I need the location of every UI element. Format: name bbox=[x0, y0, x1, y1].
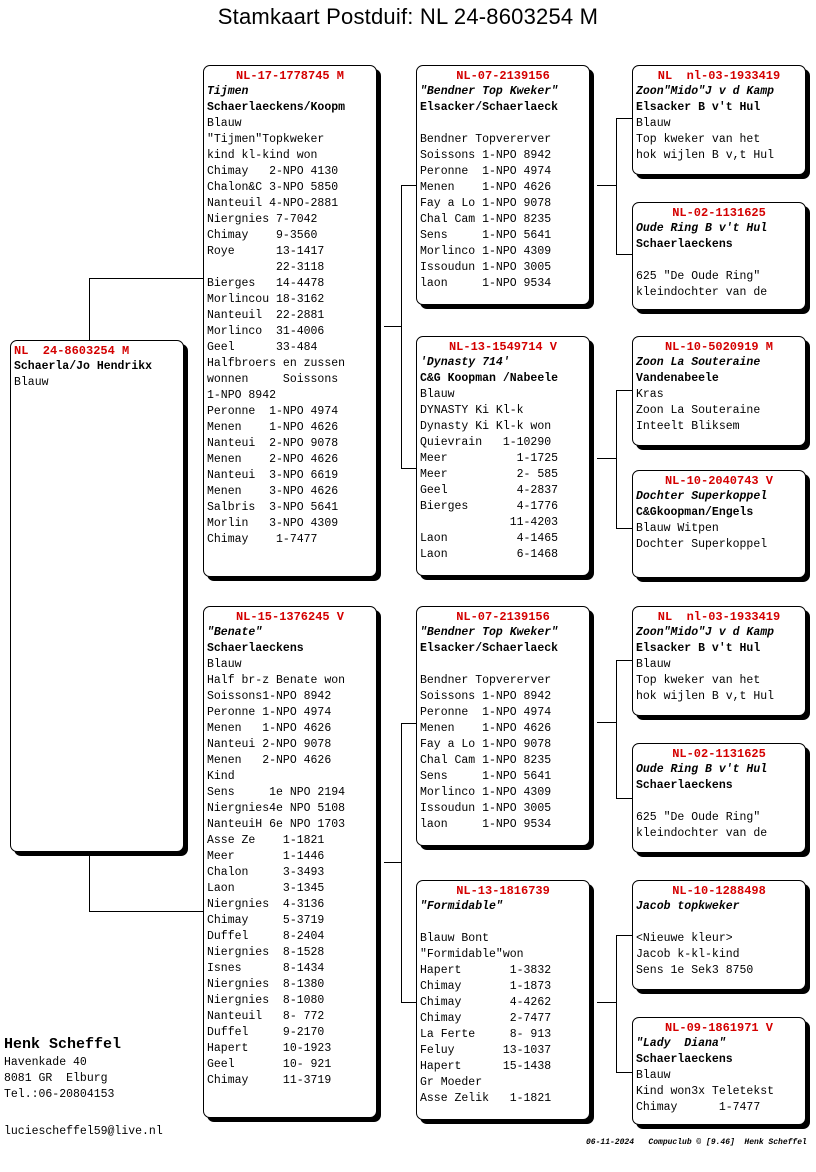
pigeon-name: "Bendner Top Kweker" bbox=[420, 626, 559, 639]
info-line: Chalon&C 3-NPO 5850 bbox=[207, 181, 339, 194]
info-line: Meer 1-1446 bbox=[207, 850, 325, 863]
father-father-card[interactable] bbox=[416, 65, 590, 305]
info-line: Blauw bbox=[207, 658, 242, 671]
connector bbox=[401, 1002, 417, 1003]
connector bbox=[401, 185, 402, 468]
breeder: Schaerlaeckens/Koopm bbox=[207, 101, 346, 114]
info-line: laon 1-NPO 9534 bbox=[420, 818, 552, 831]
info-line: Bendner Topvererver bbox=[420, 674, 552, 687]
info-line: Salbris 3-NPO 5641 bbox=[207, 501, 339, 514]
breeder: Elsacker B v't Hul bbox=[636, 101, 761, 114]
info-line: Dynasty Ki Kl-k won bbox=[420, 420, 552, 433]
fmm-card[interactable] bbox=[632, 470, 806, 578]
pigeon-name: Zoon"Mido"J v d Kamp bbox=[636, 626, 775, 639]
info-line: Laon 4-1465 bbox=[420, 532, 559, 545]
info-line: Blauw bbox=[636, 1069, 671, 1082]
info-line: Morlincou 18-3162 bbox=[207, 293, 325, 306]
info-line: Peronne 1-NPO 4974 bbox=[207, 405, 339, 418]
breeder: Schaerlaeckens bbox=[636, 779, 733, 792]
info-line: Menen 1-NPO 4626 bbox=[420, 722, 552, 735]
info-line: 625 "De Oude Ring" bbox=[636, 270, 761, 283]
ring-number: NL-02-1131625 bbox=[672, 206, 766, 220]
info-line: Niergnies 4-3136 bbox=[207, 898, 325, 911]
breeder: Vandenabeele bbox=[636, 372, 719, 385]
info-line: Peronne 1-NPO 4974 bbox=[420, 706, 552, 719]
connector bbox=[401, 723, 417, 724]
pigeon-name: "Bendner Top Kweker" bbox=[420, 85, 559, 98]
ring-number: NL nl-03-1933419 bbox=[657, 610, 781, 624]
owner-phone: Tel.:06-20804153 bbox=[4, 1088, 115, 1101]
info-line: Geel 10- 921 bbox=[207, 1058, 332, 1071]
info-line: Hapert 1-3832 bbox=[420, 964, 552, 977]
info-line: laon 1-NPO 9534 bbox=[420, 277, 552, 290]
connector bbox=[89, 854, 90, 912]
info-line: Gr Moeder bbox=[420, 1076, 483, 1089]
info-line: Laon 6-1468 bbox=[420, 548, 559, 561]
ring-number: NL-07-2139156 bbox=[456, 69, 550, 83]
info-line: Duffel 8-2404 bbox=[207, 930, 325, 943]
info-line: Bierges 14-4478 bbox=[207, 277, 325, 290]
info-line: 22-3118 bbox=[207, 261, 325, 274]
info-line: Soissons1-NPO 8942 bbox=[207, 690, 332, 703]
connector bbox=[616, 660, 633, 661]
connector bbox=[401, 468, 417, 469]
info-line: 11-4203 bbox=[420, 516, 559, 529]
info-line: Half br-z Benate won bbox=[207, 674, 346, 687]
mother-father-card[interactable] bbox=[416, 606, 590, 846]
info-line: kleindochter van de bbox=[636, 827, 768, 840]
mother-mother-card[interactable] bbox=[416, 880, 590, 1120]
info-line: Chimay 11-3719 bbox=[207, 1074, 332, 1087]
connector bbox=[616, 118, 633, 119]
info-line: Menen 3-NPO 4626 bbox=[207, 485, 339, 498]
info-line: Nanteui 2-NPO 9078 bbox=[207, 738, 332, 751]
pigeon-name: Oude Ring B v't Hul bbox=[636, 763, 768, 776]
info-line: Blauw bbox=[207, 117, 242, 130]
info-line: Fay a Lo 1-NPO 9078 bbox=[420, 738, 552, 751]
ring-number: NL-17-1778745 M bbox=[235, 69, 345, 83]
connector bbox=[616, 935, 617, 1072]
breeder: Schaerla/Jo Hendrikx bbox=[14, 360, 153, 373]
info-line: Geel 33-484 bbox=[207, 341, 318, 354]
breeder: Schaerlaeckens bbox=[636, 1053, 733, 1066]
info-line: Menen 1-NPO 4626 bbox=[420, 181, 552, 194]
info-line: Issoudun 1-NPO 3005 bbox=[420, 802, 552, 815]
pigeon-name: Oude Ring B v't Hul bbox=[636, 222, 768, 235]
pigeon-name: 'Dynasty 714' bbox=[420, 356, 510, 369]
breeder: C&G Koopman /Nabeele bbox=[420, 372, 559, 385]
info-line: Feluy 13-1037 bbox=[420, 1044, 552, 1057]
info-line: Peronne 1-NPO 4974 bbox=[207, 706, 332, 719]
info-line: Meer 2- 585 bbox=[420, 468, 559, 481]
info-line: hok wijlen B v,t Hul bbox=[636, 690, 775, 703]
info-line: Menen 2-NPO 4626 bbox=[207, 453, 339, 466]
connector bbox=[89, 911, 204, 912]
connector bbox=[616, 798, 633, 799]
info-line: Roye 13-1417 bbox=[207, 245, 325, 258]
info-line: Bendner Topvererver bbox=[420, 133, 552, 146]
pigeon-name: "Lady Diana" bbox=[636, 1037, 726, 1050]
info-line: Zoon La Souteraine bbox=[636, 404, 761, 417]
info-line: Chal Cam 1-NPO 8235 bbox=[420, 213, 552, 226]
breeder: Elsacker/Schaerlaeck bbox=[420, 101, 559, 114]
info-line: Chimay 4-4262 bbox=[420, 996, 552, 1009]
info-line: Chimay 2-NPO 4130 bbox=[207, 165, 339, 178]
owner-address: Havenkade 40 bbox=[4, 1056, 87, 1069]
ring-number: NL-13-1549714 V bbox=[448, 340, 558, 354]
info-line: Sens 1e NPO 2194 bbox=[207, 786, 346, 799]
info-line: Sens 1-NPO 5641 bbox=[420, 229, 552, 242]
info-line: Meer 1-1725 bbox=[420, 452, 559, 465]
info-line: Blauw Bont bbox=[420, 932, 490, 945]
ring-number: NL-13-1816739 bbox=[456, 884, 550, 898]
fmf-card[interactable] bbox=[632, 336, 806, 446]
info-line: Niergnies 7-7042 bbox=[207, 213, 318, 226]
breeder: Elsacker/Schaerlaeck bbox=[420, 642, 559, 655]
connector bbox=[384, 862, 401, 863]
pigeon-name: Dochter Superkoppel bbox=[636, 490, 768, 503]
connector bbox=[616, 118, 617, 254]
pigeon-name: Zoon"Mido"J v d Kamp bbox=[636, 85, 775, 98]
info-line: Issoudun 1-NPO 3005 bbox=[420, 261, 552, 274]
info-line: Chimay 1-7477 bbox=[636, 1101, 761, 1114]
info-line: kleindochter van de bbox=[636, 286, 768, 299]
info-line bbox=[420, 657, 586, 673]
info-line: Soissons 1-NPO 8942 bbox=[420, 149, 552, 162]
info-line: Hapert 15-1438 bbox=[420, 1060, 552, 1073]
ring-number: NL-15-1376245 V bbox=[235, 610, 345, 624]
connector bbox=[616, 528, 633, 529]
connector bbox=[401, 185, 417, 186]
info-line: Jacob k-kl-kind bbox=[636, 948, 740, 961]
owner-city: 8081 GR Elburg bbox=[4, 1072, 108, 1085]
info-line: Halfbroers en zussen bbox=[207, 357, 346, 370]
info-line: Sens 1-NPO 5641 bbox=[420, 770, 552, 783]
info-line: Niergnies4e NPO 5108 bbox=[207, 802, 346, 815]
ring-number: NL-10-2040743 V bbox=[664, 474, 774, 488]
info-line: Soissons 1-NPO 8942 bbox=[420, 690, 552, 703]
breeder: Schaerlaeckens bbox=[636, 238, 733, 251]
info-line: Peronne 1-NPO 4974 bbox=[420, 165, 552, 178]
ring-number: NL 24-8603254 M bbox=[14, 344, 130, 358]
info-line: Isnes 8-1434 bbox=[207, 962, 325, 975]
connector bbox=[89, 278, 90, 340]
info-line: Niergnies 8-1528 bbox=[207, 946, 325, 959]
info-line bbox=[636, 794, 802, 810]
info-line: Menen 1-NPO 4626 bbox=[207, 421, 339, 434]
info-line: Chal Cam 1-NPO 8235 bbox=[420, 754, 552, 767]
pigeon-name: "Formidable" bbox=[420, 900, 503, 913]
pigeon-name: Zoon La Souteraine bbox=[636, 356, 761, 369]
info-line: Quievrain 1-10290 bbox=[420, 436, 552, 449]
info-line: 625 "De Oude Ring" bbox=[636, 811, 761, 824]
connector bbox=[597, 185, 616, 186]
info-line: Kind won3x Teletekst bbox=[636, 1085, 775, 1098]
info-line: Chimay 1-7477 bbox=[207, 533, 318, 546]
ring-number: NL-02-1131625 bbox=[672, 747, 766, 761]
info-line: Niergnies 8-1080 bbox=[207, 994, 325, 1007]
connector bbox=[616, 390, 617, 528]
mfm-card[interactable] bbox=[632, 743, 806, 853]
connector bbox=[401, 723, 402, 1003]
father-mother-card[interactable] bbox=[416, 336, 590, 576]
connector bbox=[597, 458, 616, 459]
info-line: Nanteui 3-NPO 6619 bbox=[207, 469, 339, 482]
connector bbox=[616, 390, 633, 391]
owner-email[interactable]: luciescheffel59@live.nl bbox=[4, 1125, 163, 1138]
mff-card[interactable] bbox=[632, 606, 806, 716]
info-line: Geel 4-2837 bbox=[420, 484, 559, 497]
info-line: kind kl-kind won bbox=[207, 149, 318, 162]
mmf-card[interactable] bbox=[632, 880, 806, 990]
info-line: Asse Ze 1-1821 bbox=[207, 834, 325, 847]
mmm-card[interactable] bbox=[632, 1017, 806, 1125]
info-line: Sens 1e Sek3 8750 bbox=[636, 964, 754, 977]
info-line: Asse Zelik 1-1821 bbox=[420, 1092, 552, 1105]
info-line: Menen 2-NPO 4626 bbox=[207, 754, 332, 767]
info-line: Bierges 4-1776 bbox=[420, 500, 559, 513]
info-line: Morlinco 1-NPO 4309 bbox=[420, 245, 552, 258]
info-line: Kind bbox=[207, 770, 235, 783]
pigeon-name: Tijmen bbox=[207, 85, 249, 98]
connector bbox=[616, 254, 633, 255]
ring-number: NL-09-1861971 V bbox=[664, 1021, 774, 1035]
footer-credit: 06-11-2024 Compuclub © [9.46] Henk Scheffel bbox=[586, 1138, 807, 1147]
info-line: Nanteuil 22-2881 bbox=[207, 309, 325, 322]
info-line: Blauw bbox=[14, 376, 49, 389]
connector bbox=[597, 1002, 616, 1003]
info-line: Chimay 1-1873 bbox=[420, 980, 552, 993]
connector bbox=[616, 660, 617, 798]
info-line: Blauw bbox=[420, 388, 455, 401]
info-line: "Tijmen"Topkweker bbox=[207, 133, 325, 146]
info-line: 1-NPO 8942 bbox=[207, 389, 277, 402]
info-line: Chimay 5-3719 bbox=[207, 914, 325, 927]
info-line: NanteuiH 6e NPO 1703 bbox=[207, 818, 346, 831]
connector bbox=[616, 1072, 633, 1073]
info-line: Nanteuil 8- 772 bbox=[207, 1010, 325, 1023]
info-line: Morlinco 31-4006 bbox=[207, 325, 325, 338]
info-line: Kras bbox=[636, 388, 664, 401]
info-line: hok wijlen B v,t Hul bbox=[636, 149, 775, 162]
fff-card[interactable] bbox=[632, 65, 806, 175]
info-line: La Ferte 8- 913 bbox=[420, 1028, 552, 1041]
info-line: Nanteui 2-NPO 9078 bbox=[207, 437, 339, 450]
mother-card[interactable] bbox=[203, 606, 377, 1118]
info-line: Duffel 9-2170 bbox=[207, 1026, 325, 1039]
info-line: Chimay 2-7477 bbox=[420, 1012, 552, 1025]
ring-number: NL nl-03-1933419 bbox=[657, 69, 781, 83]
pigeon-name: Jacob topkweker bbox=[636, 900, 740, 913]
connector bbox=[89, 278, 204, 279]
ring-number: NL-10-1288498 bbox=[672, 884, 766, 898]
info-line: Hapert 10-1923 bbox=[207, 1042, 332, 1055]
connector bbox=[384, 326, 401, 327]
father-card[interactable] bbox=[203, 65, 377, 577]
page-title: Stamkaart Postduif: NL 24-8603254 M bbox=[217, 4, 599, 29]
info-line: Chimay 9-3560 bbox=[207, 229, 318, 242]
info-line bbox=[420, 116, 586, 132]
info-line: Fay a Lo 1-NPO 9078 bbox=[420, 197, 552, 210]
info-line: Laon 3-1345 bbox=[207, 882, 325, 895]
info-line: Top kweker van het bbox=[636, 133, 761, 146]
info-line: "Formidable"won bbox=[420, 948, 524, 961]
info-line: Niergnies 8-1380 bbox=[207, 978, 325, 991]
info-line: DYNASTY Ki Kl-k bbox=[420, 404, 524, 417]
info-line: Dochter Superkoppel bbox=[636, 538, 768, 551]
ffm-card[interactable] bbox=[632, 202, 806, 310]
info-line: Chalon 3-3493 bbox=[207, 866, 325, 879]
info-line bbox=[636, 915, 802, 931]
info-line: Menen 1-NPO 4626 bbox=[207, 722, 332, 735]
info-line: Nanteuil 4-NPO-2881 bbox=[207, 197, 339, 210]
ring-number: NL-07-2139156 bbox=[456, 610, 550, 624]
breeder: Elsacker B v't Hul bbox=[636, 642, 761, 655]
subject-card[interactable] bbox=[10, 340, 184, 852]
info-line: Blauw Witpen bbox=[636, 522, 719, 535]
owner-block bbox=[4, 1035, 121, 1103]
info-line: Morlin 3-NPO 4309 bbox=[207, 517, 339, 530]
breeder: C&Gkoopman/Engels bbox=[636, 506, 754, 519]
connector bbox=[616, 935, 633, 936]
ring-number: NL-10-5020919 M bbox=[664, 340, 774, 354]
info-line: Blauw bbox=[636, 117, 671, 130]
info-line: Inteelt Bliksem bbox=[636, 420, 740, 433]
pigeon-name: "Benate" bbox=[207, 626, 263, 639]
info-line: <Nieuwe kleur> bbox=[636, 932, 733, 945]
breeder: Schaerlaeckens bbox=[207, 642, 304, 655]
owner-name: Henk Scheffel bbox=[4, 1036, 122, 1053]
info-line: Top kweker van het bbox=[636, 674, 761, 687]
info-line: wonnen Soissons bbox=[207, 373, 339, 386]
info-line bbox=[636, 253, 802, 269]
info-line bbox=[420, 915, 586, 931]
connector bbox=[597, 722, 616, 723]
info-line: Blauw bbox=[636, 658, 671, 671]
info-line: Morlinco 1-NPO 4309 bbox=[420, 786, 552, 799]
